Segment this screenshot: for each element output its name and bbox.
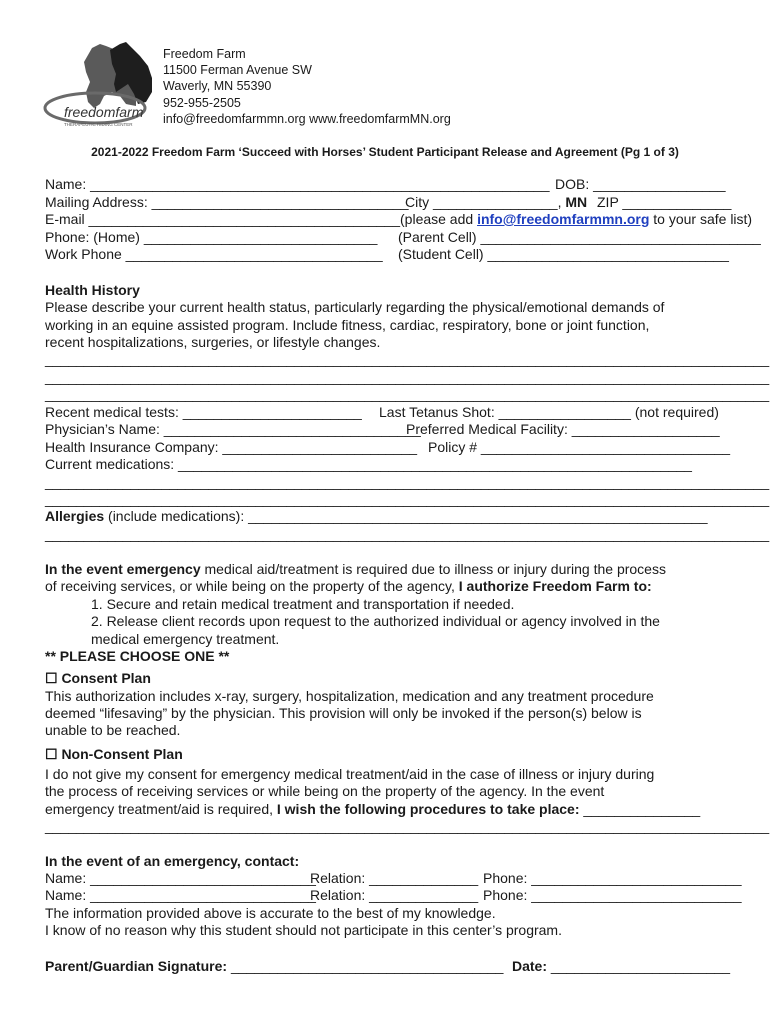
choose-one-heading: ** PLEASE CHOOSE ONE ** [45, 648, 230, 664]
emergency-paragraph-line [45, 578, 652, 595]
home-phone-field[interactable]: Phone: (Home) ______________________________ [45, 229, 378, 245]
org-phone: 952-955-2505 [163, 95, 241, 110]
form-title: 2021-2022 Freedom Farm ‘Succeed with Horses’ Student Participant Release and Agreement (Pg 1 of 3) [91, 145, 679, 159]
zip-field[interactable]: ZIP ______________ [597, 194, 732, 210]
non-consent-line3: emergency treatment/aid is required, [45, 801, 273, 817]
contact-1-phone-field[interactable]: Phone: ___________________________ [483, 870, 742, 886]
logo-subtext: THERAPEUTIC RIDING CENTER [64, 122, 133, 127]
city-label: City ________________, [405, 194, 562, 210]
student-cell-field[interactable]: (Student Cell) _______________________________ [398, 246, 729, 262]
allergies-prompt: (include medications): ___________________________________________________________ [108, 508, 708, 524]
contact-2-name-field[interactable]: Name: _____________________________ [45, 887, 316, 903]
medical-tests-field[interactable]: Recent medical tests: _______________________ [45, 404, 362, 420]
insurance-field[interactable]: Health Insurance Company: _________________________ [45, 439, 418, 455]
non-consent-plan-checkbox[interactable]: ☐ Non-Consent Plan [45, 746, 183, 762]
org-email-web: info@freedomfarmmn.org www.freedomfarmMN.org [163, 111, 451, 126]
policy-field[interactable]: Policy # ________________________________ [428, 439, 731, 455]
non-consent-plan-text: the process of receiving services or while being on the property of the agency. In the event [45, 783, 605, 799]
health-desc-line: Please describe your current health status, particularly regarding the physical/emotional demands of [45, 299, 665, 315]
safe-list-email-link[interactable]: info@freedomfarmmn.org [477, 211, 650, 227]
date-label: Date: [512, 958, 548, 974]
allergies-field[interactable] [45, 508, 707, 525]
email-label: E-mail ________________________________________(please add [45, 211, 474, 227]
current-medications-field[interactable]: Current medications: __________________________________________________________________ [45, 456, 692, 472]
consent-plan-checkbox[interactable]: ☐ Consent Plan [45, 670, 151, 686]
health-history-heading: Health History [45, 282, 140, 298]
work-phone-field[interactable]: Work Phone _________________________________ [45, 246, 383, 262]
health-answer-line[interactable]: _____________________________________________________________________________________________ [45, 386, 770, 402]
email-field[interactable] [45, 211, 752, 228]
address-block [163, 46, 451, 127]
emergency-contacts-heading: In the event of an emergency, contact: [45, 853, 300, 869]
signature-blank: ___________________________________ [230, 958, 504, 974]
emergency-line1: medical aid/treatment is required due to illness or injury during the process [204, 561, 666, 577]
allergies-answer-line[interactable]: _____________________________________________________________________________________________ [45, 526, 770, 542]
state-label: MN [565, 194, 588, 210]
tetanus-field[interactable]: Last Tetanus Shot: _________________ (not required) [379, 404, 719, 420]
authorize-statement: I authorize Freedom Farm to: [458, 578, 652, 594]
authorization-item-2: 2. Release client records upon request to the authorized individual or agency involved in the [91, 613, 660, 629]
procedures-field[interactable] [45, 801, 700, 818]
signature-field[interactable] [45, 958, 503, 975]
medications-answer-line[interactable]: _____________________________________________________________________________________________ [45, 474, 770, 490]
procedures-blank: _______________ [583, 801, 701, 817]
contact-1-name-field[interactable]: Name: _____________________________ [45, 870, 316, 886]
street-address: 11500 Ferman Avenue SW [163, 63, 312, 78]
date-blank: _______________________ [550, 958, 730, 974]
emergency-line2: of receiving services, or while being on the property of the agency, [45, 578, 455, 594]
contact-1-relation-field[interactable]: Relation: ______________ [310, 870, 479, 886]
logo-text: freedomfarm [64, 104, 144, 120]
city-state-zip: Waverly, MN 55390 [163, 79, 272, 94]
emergency-lead: In the event emergency [45, 561, 201, 577]
emergency-paragraph-line [45, 561, 666, 578]
non-consent-plan-text: I do not give my consent for emergency medical treatment/aid in the case of illness or injury during [45, 766, 655, 782]
signature-label: Parent/Guardian Signature: [45, 958, 228, 974]
procedures-answer-line[interactable]: _____________________________________________________________________________________________ [45, 818, 770, 834]
authorization-item-2-cont: medical emergency treatment. [91, 631, 280, 647]
participation-statement: I know of no reason why this student should not participate in this center’s program. [45, 922, 562, 938]
physician-field[interactable]: Physician’s Name: _________________________________ [45, 421, 421, 437]
accuracy-statement: The information provided above is accurate to the best of my knowledge. [45, 905, 496, 921]
name-field[interactable]: Name: ___________________________________________________________ [45, 176, 550, 192]
mailing-address-field[interactable]: Mailing Address: _________________________________ [45, 194, 409, 210]
contact-2-relation-field[interactable]: Relation: ______________ [310, 887, 479, 903]
consent-plan-text: deemed “lifesaving” by the physician. This provision will only be invoked if the person(s) below is [45, 705, 642, 721]
health-desc-line: working in an equine assisted program. Include fitness, cardiac, respiratory, bone or joint function, [45, 317, 650, 333]
procedures-statement: I wish the following procedures to take place: [276, 801, 580, 817]
consent-plan-text: This authorization includes x-ray, surgery, hospitalization, medication and any treatment procedure [45, 688, 654, 704]
date-field[interactable] [512, 958, 730, 975]
dob-field[interactable]: DOB: _________________ [555, 176, 726, 192]
email-note: to your safe list) [653, 211, 753, 227]
consent-plan-text: unable to be reached. [45, 722, 181, 738]
allergies-label: Allergies [45, 508, 105, 524]
parent-cell-field[interactable]: (Parent Cell) ____________________________________ [398, 229, 761, 245]
medical-facility-field[interactable]: Preferred Medical Facility: ___________________ [406, 421, 720, 437]
org-name: Freedom Farm [163, 47, 246, 61]
medications-answer-line[interactable]: _____________________________________________________________________________________________ [45, 491, 770, 507]
city-field[interactable] [405, 194, 587, 211]
health-desc-line: recent hospitalizations, surgeries, or lifestyle changes. [45, 334, 381, 350]
contact-2-phone-field[interactable]: Phone: ___________________________ [483, 887, 742, 903]
freedom-farm-logo [40, 42, 162, 134]
authorization-item-1: 1. Secure and retain medical treatment and transportation if needed. [91, 596, 515, 612]
health-answer-line[interactable]: _____________________________________________________________________________________________ [45, 351, 770, 367]
health-answer-line[interactable]: _____________________________________________________________________________________________ [45, 369, 770, 385]
